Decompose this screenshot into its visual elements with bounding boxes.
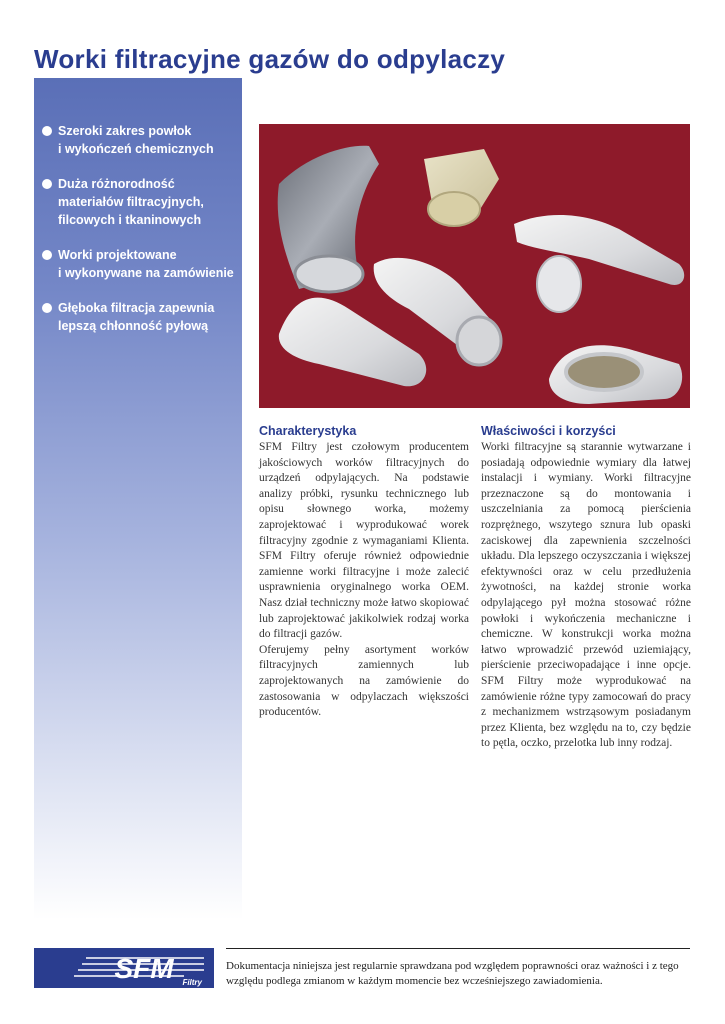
bag-opening: [457, 317, 501, 365]
feature-bullet: [40, 122, 245, 158]
feature-bullet: [40, 246, 245, 282]
sfm-logo: [34, 948, 214, 988]
bullet-dot-icon: [42, 126, 52, 136]
bullet-dot-icon: [42, 303, 52, 313]
logo-wordmark: SFM: [114, 953, 174, 984]
characteristics-paragraph: Oferujemy pełny asortyment worków filtracyjnych zamiennych lub zaprojektowanych na zamówienie do zastosowania w odpylaczach większości producentów.: [259, 643, 469, 719]
feature-bullet: [40, 299, 245, 335]
feature-bullet-text: Duża różnorodność materiałów filtracyjnych, filcowych i tkaninowych: [58, 177, 204, 227]
characteristics-paragraph: SFM Filtry jest czołowym producentem jakościowych worków filtracyjnych do urządzeń odpylających. Na podstawie analizy próbki, rysunku technicznego lub opisu słownego worka, możemy zaprojektować i wyprodukować worek filtracyjny zgodnie z wymaganiami Klienta. SFM Filtry oferuje również odpowiednie zamienne worki filtracyjne i może zalecić usprawnienia oryginalnego worka OEM. Nasz dział techniczny może łatwo skopiować lub zaprojektować jakikolwiek rodzaj worka do filtracji gazów.: [259, 441, 469, 641]
filter-bags-photo: [259, 124, 690, 408]
characteristics-section: [259, 424, 469, 721]
bag-opening: [566, 354, 642, 390]
logo-subtext: Filtry: [182, 978, 202, 987]
bullet-dot-icon: [42, 179, 52, 189]
footer-disclaimer: Dokumentacja niniejsza jest regularnie sprawdzana pod względem poprawności oraz ważności i z tego względu podlega zmianom w każdym momencie bez wcześniejszego zawiadomienia.: [226, 960, 679, 987]
white-filter-bag: [279, 298, 426, 387]
page-title: Worki filtracyjne gazów do odpylaczy: [34, 44, 506, 74]
footer-divider: [226, 948, 690, 949]
filter-bags-illustration: [259, 124, 690, 408]
bullet-dot-icon: [42, 250, 52, 260]
bag-opening: [428, 192, 480, 226]
feature-bullet-text: Szeroki zakres powłok i wykończeń chemicznych: [58, 124, 214, 156]
feature-bullet-text: Worki projektowane i wykonywane na zamówienie: [58, 248, 234, 280]
benefits-section: [481, 424, 691, 752]
feature-bullet-text: Głęboka filtracja zapewnia lepszą chłonność pyłową: [58, 301, 215, 333]
benefits-paragraph: Worki filtracyjne są starannie wytwarzane i posiadają odpowiednie wymiary dla łatwej instalacji i wymiany. Worki filtracyjne przeznaczone są do montowania i uszczelniania za pomocą pierścienia rozprężnego, wszytego sznura lub opaski zaciskowej dla zapewnienia szczelności układu. Dla lepszego oczyszczania i większej efektywności oraz w celu przedłużenia żywotności, na każdej stronie worka odpylającego pył można stosować różne powłoki i wykończenia mechaniczne i chemiczne. W konstrukcji worka można łatwo wprowadzić przewód uziemiający, pierścienie przeciwopadające i inne opcje. SFM Filtry może wyprodukować na zamówienie różne typy zamocowań do pracy z mechanizmem wstrząsowym posiadanym przez Klienta, bez względu na to, czy będzie to pętla, oczko, przelotka lub inny rodzaj.: [481, 441, 691, 750]
bag-opening: [537, 256, 581, 312]
feature-bullet: [40, 175, 245, 229]
sfm-logo-icon: [34, 948, 214, 988]
characteristics-heading: Charakterystyka: [259, 424, 357, 438]
benefits-heading: Właściwości i korzyści: [481, 424, 616, 438]
feature-bullet-list: [40, 122, 245, 352]
bag-opening: [295, 256, 363, 292]
